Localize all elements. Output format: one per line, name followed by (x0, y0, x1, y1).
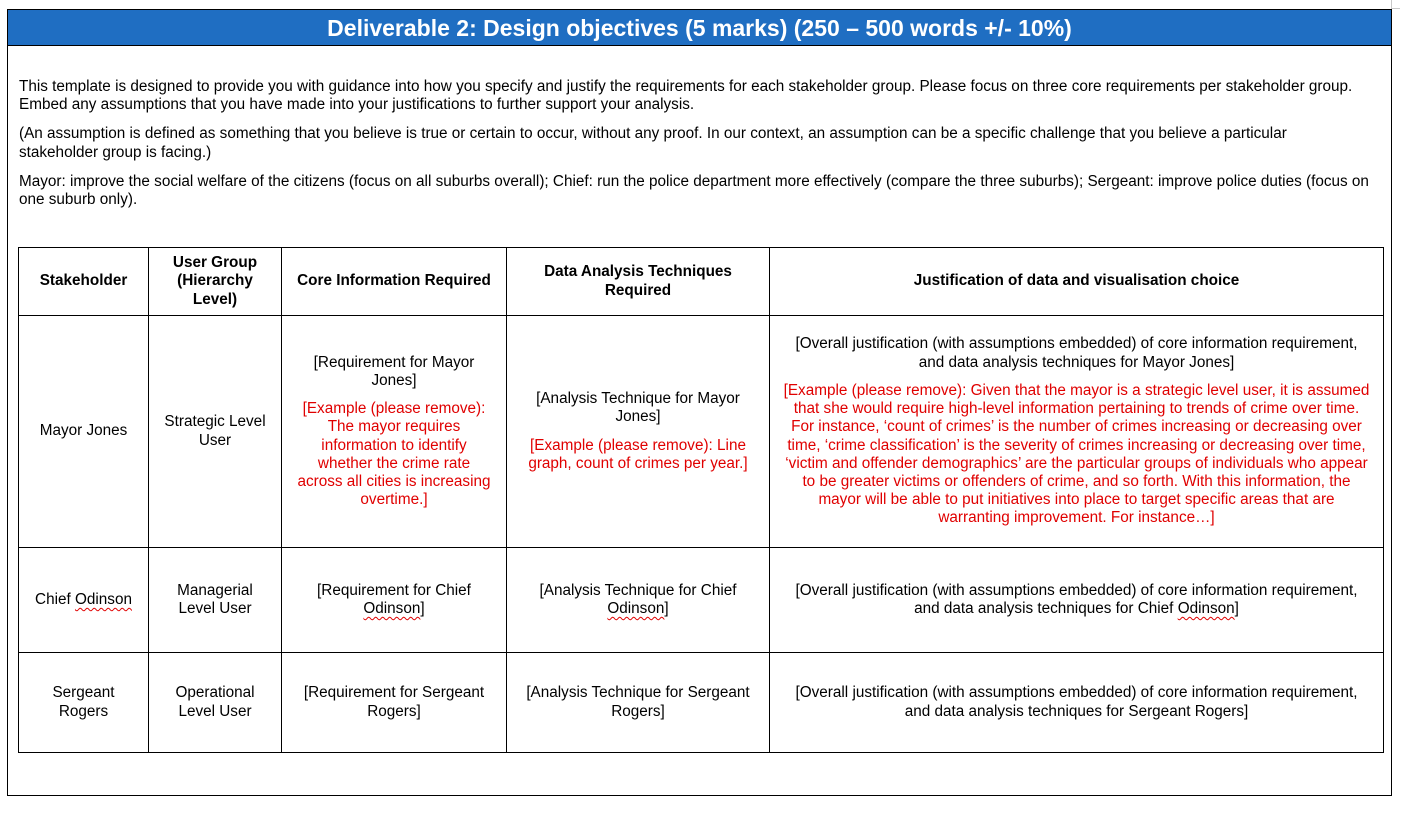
cell-group-sergeant[interactable]: Operational Level User (149, 653, 282, 753)
bracket-close: ] (1234, 600, 1239, 617)
table-row-chief (19, 548, 1384, 653)
cell-justification-chief[interactable] (770, 548, 1384, 653)
intro-section (19, 78, 1369, 220)
intro-paragraph-focus: Mayor: improve the social welfare of the citizens (focus on all suburbs overall); Chief: run the police department more effectively (compare the three suburbs); Sergeant: improve police duties (focus on one suburb only). (19, 172, 1369, 209)
cell-technique-sergeant[interactable]: [Analysis Technique for Sergeant Rogers] (507, 653, 770, 753)
document-frame (7, 9, 1392, 796)
cell-technique-mayor[interactable] (507, 316, 770, 548)
cell-stakeholder-mayor[interactable]: Mayor Jones (19, 316, 149, 548)
chief-name-spellcheck: Odinson (363, 600, 421, 617)
chief-name-spellcheck: Odinson (1177, 600, 1235, 617)
cell-stakeholder-sergeant[interactable]: Sergeant Rogers (19, 653, 149, 753)
intro-paragraph-assumption: (An assumption is defined as something that you believe is true or certain to occur, without any proof. In our context, an assumption can be a specific challenge that you believe a particular stakeholder group is facing.) (19, 125, 1287, 161)
technique-example-mayor: [Example (please remove): Line graph, count of crimes per year.] (528, 436, 748, 472)
header-user-group: User Group (Hierarchy Level) (149, 248, 282, 316)
cell-technique-chief[interactable] (507, 548, 770, 653)
deliverable-banner: Deliverable 2: Design objectives (5 marks) (250 – 500 words +/- 10%) (8, 10, 1391, 46)
cell-core-chief[interactable] (282, 548, 507, 653)
chief-title: Chief (35, 590, 75, 608)
cell-group-chief[interactable]: Managerial Level User (149, 548, 282, 653)
header-analysis-techniques: Data Analysis Techniques Required (507, 248, 770, 316)
cell-core-sergeant[interactable]: [Requirement for Sergeant Rogers] (282, 653, 507, 753)
core-text-chief: [Requirement for Chief (317, 581, 471, 599)
header-justification: Justification of data and visualisation choice (770, 248, 1384, 316)
header-core-information: Core Information Required (282, 248, 507, 316)
chief-name-spellcheck: Odinson (74, 590, 132, 608)
chief-name-spellcheck: Odinson (607, 600, 665, 617)
bracket-close: ] (420, 600, 425, 617)
table-row-sergeant (19, 653, 1384, 753)
table-header-row (19, 248, 1384, 316)
bracket-close: ] (664, 600, 669, 617)
technique-mayor: [Analysis Technique for Mayor Jones] (536, 390, 740, 426)
cell-justification-sergeant[interactable]: [Overall justification (with assumptions embedded) of core information requirement, and data analysis techniques for Sergeant Rogers] (770, 653, 1384, 753)
stakeholder-table (18, 247, 1384, 753)
header-stakeholder: Stakeholder (19, 248, 149, 316)
core-requirement-mayor: [Requirement for Mayor Jones] (313, 353, 475, 389)
table-row-mayor (19, 316, 1384, 548)
justification-text-chief: [Overall justification (with assumptions embedded) of core information requirement, and data analysis techniques for Chief (795, 581, 1358, 617)
cell-core-mayor[interactable] (282, 316, 507, 548)
cell-justification-mayor[interactable] (770, 316, 1384, 548)
page-corner-mark (1391, 0, 1400, 9)
cell-stakeholder-chief[interactable] (19, 548, 149, 653)
core-example-mayor: [Example (please remove): The mayor requires information to identify whether the crime rate across all cities is increasing overtime.] (297, 400, 491, 509)
technique-text-chief: [Analysis Technique for Chief (539, 581, 737, 599)
intro-paragraph-guidance: This template is designed to provide you with guidance into how you specify and justify the requirements for each stakeholder group. Please focus on three core requirements per stakeholder group. Embed any assumptions that you have made into your justifications to further support your analysis. (19, 78, 1353, 114)
justification-mayor: [Overall justification (with assumptions embedded) of core information requirement, and data analysis techniques for Mayor Jones] (795, 335, 1358, 371)
justification-example-mayor: [Example (please remove): Given that the mayor is a strategic level user, it is assumed that she would require high-level information pertaining to trends of crime over time. For instance, ‘count of crimes’ is the number of crimes increasing or decreasing over time, ‘crime classification’ is the severity of crimes increasing or decreasing over time, ‘victim and offender demographics’ are the particular groups of individuals who appear to be greater victims or offenders of crime, and so forth. With this information, the mayor will be able to put initiatives into place to target specific areas that are warranting improvement. For instance…] (783, 381, 1370, 527)
cell-group-mayor[interactable]: Strategic Level User (149, 316, 282, 548)
